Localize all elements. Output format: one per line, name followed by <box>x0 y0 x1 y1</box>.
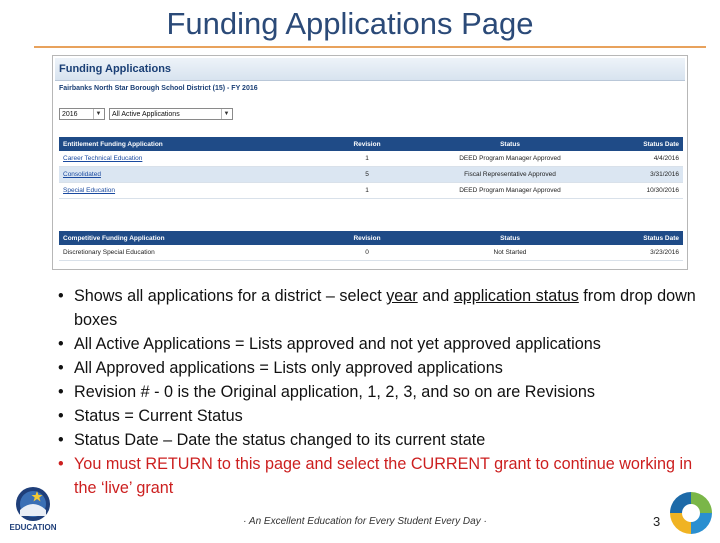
competitive-table <box>59 231 683 261</box>
application-link[interactable]: Consolidated <box>59 167 307 183</box>
application-link[interactable]: Career Technical Education <box>59 151 307 167</box>
entitlement-table <box>59 137 683 199</box>
status-select[interactable] <box>109 108 233 120</box>
column-header: Revision <box>307 137 427 151</box>
title-divider <box>34 46 706 48</box>
bullet-list <box>58 284 708 500</box>
bullet-item: • Revision # - 0 is the Original application, 1, 2, 3, and so on are Revisions <box>58 380 708 404</box>
chevron-down-icon[interactable]: ▼ <box>93 109 103 119</box>
column-header: Status <box>427 137 593 151</box>
column-header: Status Date <box>593 137 683 151</box>
chevron-down-icon[interactable]: ▼ <box>221 109 231 119</box>
table-row <box>59 245 683 261</box>
status-cell: Fiscal Representative Approved <box>427 167 593 183</box>
status-cell: DEED Program Manager Approved <box>427 151 593 167</box>
table-row <box>59 151 683 167</box>
bullet-item: • Status Date – Date the status changed to its current state <box>58 428 708 452</box>
funding-applications-screenshot <box>52 55 688 270</box>
revision-cell: 0 <box>307 245 427 261</box>
status-date-cell: 10/30/2016 <box>593 183 683 199</box>
district-label: Fairbanks North Star Borough School District (15) - FY 2016 <box>59 85 258 92</box>
swirl-logo-icon <box>666 488 716 538</box>
column-header: Revision <box>307 231 427 245</box>
bullet-underlined-text: year <box>386 287 418 305</box>
page-number: 3 <box>653 514 661 529</box>
table-row <box>59 167 683 183</box>
column-header: Competitive Funding Application <box>59 231 307 245</box>
table-header-row <box>59 137 683 151</box>
table-header-row <box>59 231 683 245</box>
status-date-cell: 4/4/2016 <box>593 151 683 167</box>
bullet-item <box>58 284 708 332</box>
status-date-cell: 3/31/2016 <box>593 167 683 183</box>
bullet-text: and <box>417 287 454 305</box>
bullet-item: • All Approved applications = Lists only approved applications <box>58 356 708 380</box>
column-header: Status Date <box>593 231 683 245</box>
bullet-item-alert: • You must RETURN to this page and select the CURRENT grant to continue working in the ‘live’ grant <box>58 452 708 500</box>
column-header: Entitlement Funding Application <box>59 137 307 151</box>
education-logo <box>4 484 62 536</box>
bullet-item: • Status = Current Status <box>58 404 708 428</box>
application-name-cell[interactable]: Discretionary Special Education <box>59 245 307 261</box>
year-select[interactable] <box>59 108 105 120</box>
footer-tagline: · An Excellent Education for Every Student Every Day · <box>243 516 487 527</box>
revision-cell: 1 <box>307 151 427 167</box>
application-link[interactable]: Special Education <box>59 183 307 199</box>
slide-title: Funding Applications Page <box>166 6 534 41</box>
column-header: Status <box>427 231 593 245</box>
revision-cell: 5 <box>307 167 427 183</box>
bullet-text: from drop down boxes <box>74 287 696 329</box>
screenshot-title: Funding Applications <box>59 63 172 75</box>
screenshot-header <box>55 58 685 81</box>
revision-cell: 1 <box>307 183 427 199</box>
year-select-value: 2016 <box>62 111 78 118</box>
status-cell: DEED Program Manager Approved <box>427 183 593 199</box>
status-cell: Not Started <box>427 245 593 261</box>
status-select-value: All Active Applications <box>112 111 180 118</box>
education-logo-text: EDUCATION <box>9 523 57 532</box>
status-date-cell: 3/23/2016 <box>593 245 683 261</box>
bullet-text: Shows all applications for a district – select <box>74 287 387 305</box>
bullet-item: • All Active Applications = Lists approved and not yet approved applications <box>58 332 708 356</box>
table-row <box>59 183 683 199</box>
bullet-underlined-text: application status <box>453 287 579 305</box>
